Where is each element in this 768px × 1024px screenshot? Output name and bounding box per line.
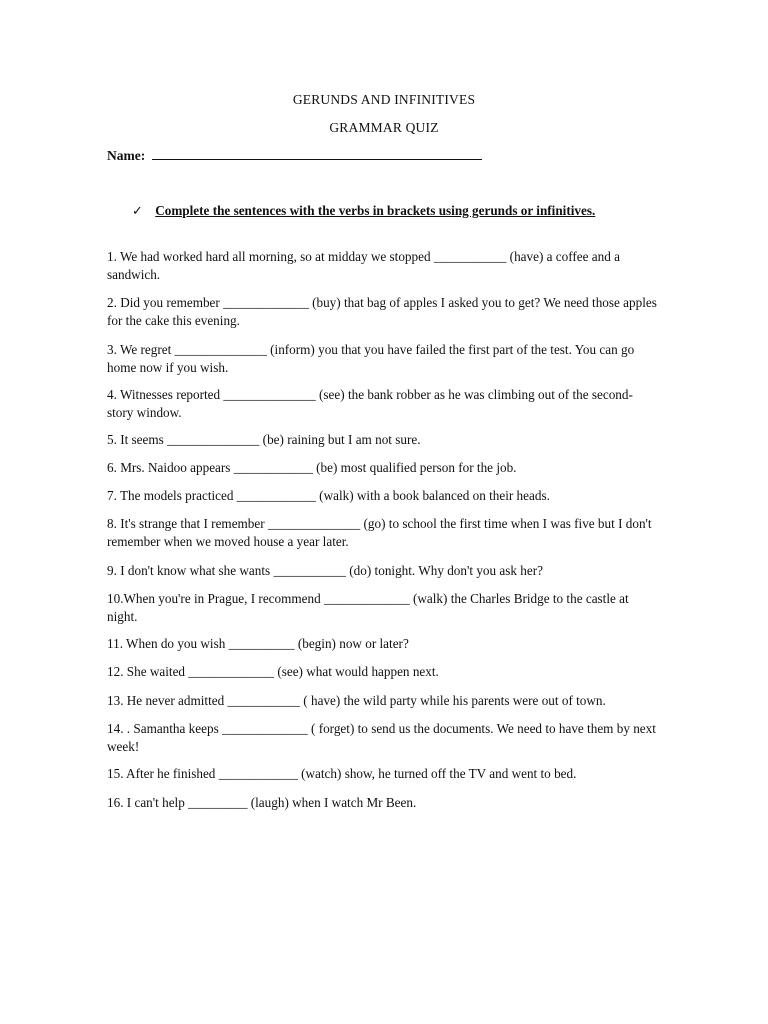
- name-blank-line[interactable]: [152, 147, 482, 160]
- question-10: 10.When you're in Prague, I recommend _____________ (walk) the Charles Bridge to the castle at night.: [107, 591, 629, 624]
- name-label: Name:: [107, 148, 146, 163]
- question-16: 16. I can't help _________ (laugh) when I watch Mr Been.: [107, 795, 417, 810]
- question-12: 12. She waited _____________ (see) what would happen next.: [107, 664, 439, 679]
- checkmark-icon: ✓: [132, 204, 143, 219]
- question-9: 9. I don't know what she wants ___________ (do) tonight. Why don't you ask her?: [107, 563, 543, 578]
- instruction: [132, 203, 595, 219]
- question-8: 8. It's strange that I remember ______________ (go) to school the first time when I was five but I don't remember when we moved house a year later.: [107, 516, 652, 549]
- question-2: 2. Did you remember _____________ (buy) that bag of apples I asked you to get? We need those apples for the cake this evening.: [107, 295, 657, 328]
- question-3: 3. We regret ______________ (inform) you that you have failed the first part of the test. You can go home now if you wish.: [107, 342, 635, 375]
- question-6: 6. Mrs. Naidoo appears ____________ (be) most qualified person for the job.: [107, 460, 517, 475]
- question-4: 4. Witnesses reported ______________ (see) the bank robber as he was climbing out of the second-story window.: [107, 387, 633, 420]
- question-14: 14. . Samantha keeps _____________ ( forget) to send us the documents. We need to have them by next week!: [107, 721, 656, 754]
- question-5: 5. It seems ______________ (be) raining but I am not sure.: [107, 432, 421, 447]
- question-13: 13. He never admitted ___________ ( have) the wild party while his parents were out of town.: [107, 693, 606, 708]
- question-15: 15. After he finished ____________ (watch) show, he turned off the TV and went to bed.: [107, 766, 577, 781]
- worksheet-title: GERUNDS AND INFINITIVES: [292, 92, 476, 107]
- name-field: [107, 147, 482, 164]
- question-1: 1. We had worked hard all morning, so at midday we stopped ___________ (have) a coffee and a sandwich.: [107, 249, 620, 282]
- instruction-text: Complete the sentences with the verbs in brackets using gerunds or infinitives.: [155, 203, 596, 218]
- worksheet-subtitle: GRAMMAR QUIZ: [329, 120, 439, 135]
- question-11: 11. When do you wish __________ (begin) now or later?: [107, 636, 409, 651]
- question-7: 7. The models practiced ____________ (walk) with a book balanced on their heads.: [107, 488, 550, 503]
